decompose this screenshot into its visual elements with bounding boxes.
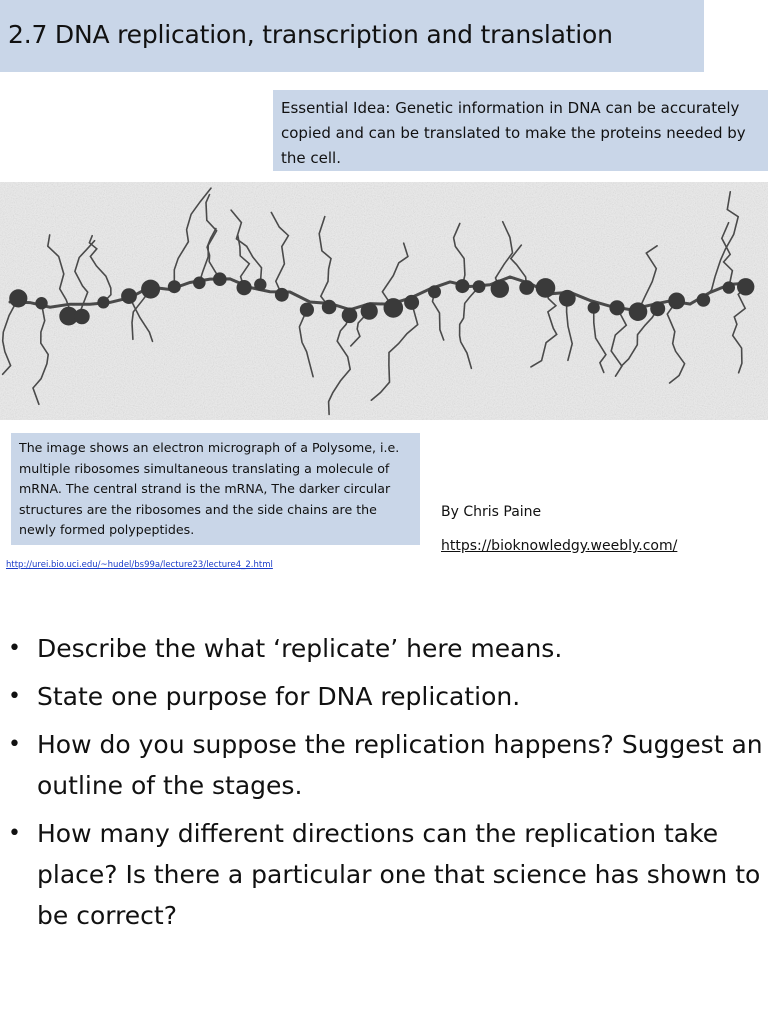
ribosome	[737, 278, 754, 295]
ribosome	[193, 277, 206, 290]
ribosome	[121, 288, 137, 304]
slide-title: 2.7 DNA replication, transcription and translation	[8, 20, 613, 49]
ribosome	[35, 297, 47, 309]
ribosome	[254, 278, 266, 290]
ribosome	[168, 280, 181, 293]
bullet-icon: •	[8, 684, 21, 709]
question-item	[8, 676, 764, 717]
ribosome	[300, 303, 314, 317]
ribosome	[342, 308, 358, 324]
question-text: State one purpose for DNA replication.	[37, 682, 521, 711]
ribosome	[609, 300, 624, 315]
author-credit: By Chris Paine	[441, 504, 542, 520]
question-item	[8, 813, 764, 936]
bullet-icon: •	[8, 732, 21, 757]
ribosome	[697, 293, 711, 307]
ribosome	[141, 280, 160, 299]
ribosome	[275, 288, 289, 302]
title-banner	[0, 0, 704, 72]
bullet-icon: •	[8, 636, 21, 661]
ribosome	[559, 290, 576, 307]
question-list	[8, 628, 764, 943]
source-link[interactable]: http://urei.bio.uci.edu/~hudel/bs99a/lecture23/lecture4_2.html	[6, 560, 273, 570]
ribosome	[237, 280, 252, 295]
ribosome	[473, 280, 486, 293]
ribosome	[588, 302, 600, 314]
ribosome	[668, 293, 685, 310]
micrograph-caption: The image shows an electron micrograph of a Polysome, i.e. multiple ribosomes simultaneous translating a molecule of mRNA. The central strand is the mRNA, The darker circular structures are the ribosomes and the side chains are the newly formed polypeptides.	[11, 433, 420, 545]
micrograph-image	[0, 182, 768, 420]
ribosome	[428, 285, 441, 298]
ribosome	[491, 280, 509, 298]
ribosome	[723, 281, 735, 293]
ribosome	[536, 278, 556, 298]
polysome-micrograph	[0, 182, 768, 420]
question-item	[8, 628, 764, 669]
question-text: How do you suppose the replication happens? Suggest an outline of the stages.	[37, 730, 763, 800]
ribosome	[404, 295, 419, 310]
essential-idea-box: Essential Idea: Genetic information in DNA can be accurately copied and can be translated to make the proteins needed by the cell.	[273, 90, 768, 171]
bioknowledgy-link[interactable]: https://bioknowledgy.weebly.com/	[441, 538, 678, 554]
ribosome	[384, 298, 404, 318]
question-item	[8, 724, 764, 806]
ribosome	[455, 279, 469, 293]
ribosome	[97, 296, 109, 308]
ribosome	[361, 303, 378, 320]
ribosome	[213, 272, 227, 286]
ribosome	[629, 302, 648, 321]
ribosome	[9, 289, 27, 307]
question-text: Describe the what ‘replicate’ here means.	[37, 634, 563, 663]
ribosome	[650, 301, 665, 316]
ribosome	[519, 280, 534, 295]
ribosome	[74, 309, 90, 325]
ribosome	[322, 300, 337, 315]
question-text: How many different directions can the replication take place? Is there a particular one that science has shown to be correct?	[37, 819, 761, 930]
bullet-icon: •	[8, 821, 21, 846]
